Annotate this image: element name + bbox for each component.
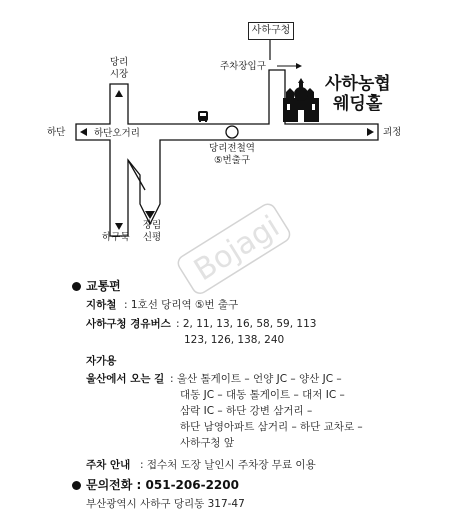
- hadan-label: 하단: [47, 127, 66, 138]
- venue-name-line1: 사하농협: [325, 74, 391, 94]
- goejeong-label: 괴정: [383, 127, 402, 138]
- venue-name-line2: 웨딩홀: [333, 94, 383, 114]
- bullet-icon: [72, 481, 81, 490]
- parking-value: : 접수처 도장 날인시 주차장 무료 이용: [140, 459, 316, 471]
- ulsan-route-line1: : 울산 톨게이트 – 언양 JC – 양산 JC –: [170, 373, 342, 385]
- ulsan-route-line2: 대동 JC – 대동 톨게이트 – 대저 IC –: [180, 389, 345, 401]
- car-label: 자가용: [86, 355, 117, 367]
- bullet-icon: [72, 282, 81, 291]
- phone-contact: 문의전화 : 051-206-2200: [86, 478, 239, 492]
- dangni-market-label-line1: 당리: [109, 57, 129, 68]
- subway-value: : 1호선 당리역 ⑤번 출구: [124, 299, 239, 311]
- watermark-text: Bojagi: [188, 209, 286, 289]
- jangnim-label-line1: 장림: [142, 220, 162, 231]
- subway-station-marker: [226, 126, 238, 138]
- hadan-ogeori-label: 하단오거리: [94, 128, 140, 139]
- ulsan-route-label: 울산에서 오는 길: [86, 373, 165, 385]
- address: 부산광역시 사하구 당리동 317-47: [86, 498, 245, 510]
- dangni-market-label-line2: 시장: [109, 69, 129, 80]
- bus-routes-line2: 123, 126, 138, 240: [184, 334, 285, 346]
- city-hall-label: 사하구청: [248, 22, 294, 40]
- parking-label: 주차 안내: [86, 459, 131, 471]
- wedding-hall-building-icon: [283, 78, 319, 122]
- bus-label: 사하구청 경유버스: [86, 318, 171, 330]
- transit-section-title: 교통편: [86, 279, 121, 293]
- ulsan-route-line3: 삼락 IC – 하단 강변 삼거리 –: [180, 405, 313, 417]
- bus-icon: [198, 111, 208, 122]
- jangnim-label-line2: 신평: [142, 232, 162, 243]
- hagudeuk-label: 하구둑: [102, 232, 130, 243]
- station-label-line2: ⑤번출구: [213, 155, 251, 166]
- bus-routes-line1: : 2, 11, 13, 16, 58, 59, 113: [176, 318, 317, 330]
- transport-info: [0, 272, 450, 521]
- subway-label: 지하철: [86, 299, 117, 311]
- ulsan-route-line5: 사하구청 앞: [180, 437, 235, 449]
- ulsan-route-line4: 하단 남영아파트 삼거리 – 하단 교차로 –: [180, 421, 363, 433]
- station-label-line1: 당리전철역: [209, 143, 255, 154]
- parking-entrance-label: 주차장입구: [220, 61, 266, 72]
